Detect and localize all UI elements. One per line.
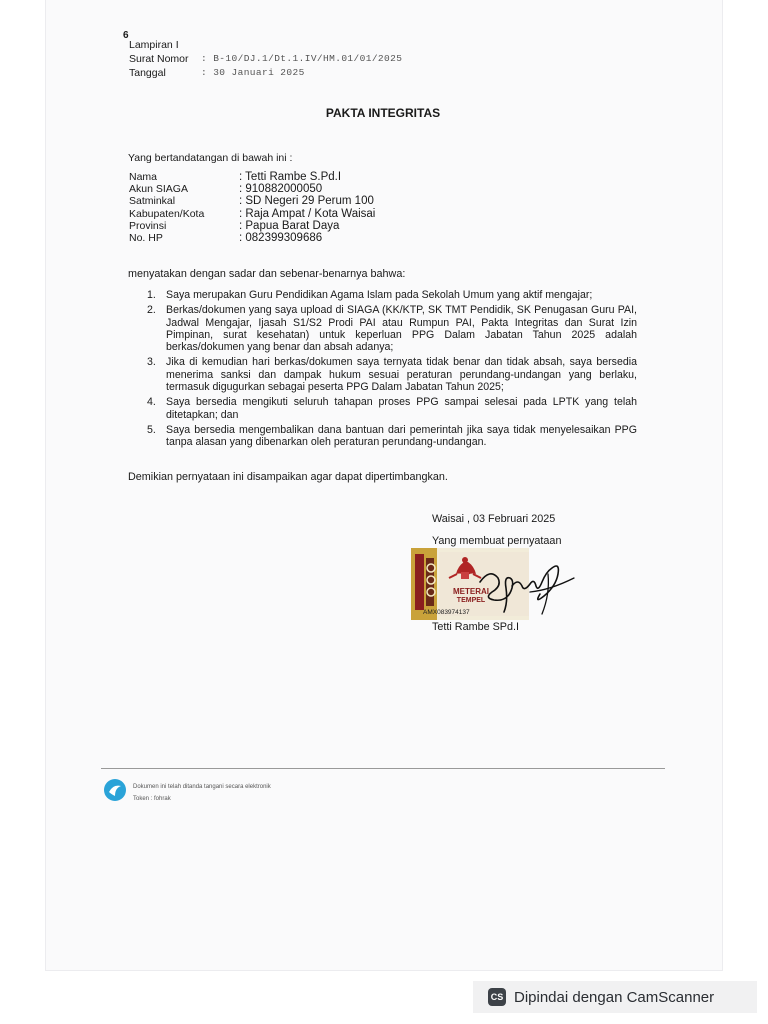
field-row: [129, 195, 375, 207]
letter-number-label: Surat Nomor: [129, 53, 189, 65]
signatory-name: Tetti Rambe SPd.I: [432, 621, 520, 633]
e-signature-logo-icon: [103, 778, 127, 802]
footer-note-text: Dokumen ini telah ditanda tangani secara elektronik: [133, 784, 271, 790]
field-row: [129, 171, 375, 183]
date-value: : 30 Januari 2025: [201, 67, 305, 78]
list-item-number: 3.: [147, 356, 156, 369]
list-item: [147, 289, 637, 301]
field-row: [129, 220, 375, 232]
closing-text: Demikian pernyataan ini disampaikan agar dapat dipertimbangkan.: [128, 471, 448, 483]
document-page: [46, 0, 722, 970]
stamp-text-2: TEMPEL: [456, 597, 486, 604]
statement-text: menyatakan dengan sadar dan sebenar-benarnya bahwa:: [128, 268, 406, 280]
list-item: [147, 396, 637, 421]
list-item-number: 4.: [147, 396, 156, 409]
field-value: : Raja Ampat / Kota Waisai: [239, 207, 376, 220]
field-value: : Tetti Rambe S.Pd.I: [239, 171, 342, 183]
field-label: Akun SIAGA: [129, 183, 188, 196]
field-row: [129, 232, 375, 244]
stamp-text-1: METERAI: [453, 587, 489, 596]
document-title: [0, 106, 768, 120]
field-value: : 082399309686: [239, 232, 323, 245]
list-item: [147, 304, 637, 353]
letter-number-row: [129, 52, 402, 66]
document-header: [129, 38, 402, 80]
stamp-serial: AMX083974137: [423, 609, 470, 616]
list-item-text: Saya bersedia mengembalikan dana bantuan dari pemerintah jika saya tidak menyelesaikan PPG tanpa alasan yang dibenarkan oleh peraturan perundang-undangan.: [166, 423, 637, 449]
page-number: 6: [123, 30, 129, 41]
field-value: : 910882000050: [239, 183, 323, 196]
attachment-label: Lampiran I: [129, 39, 179, 51]
signature-role: Yang membuat pernyataan: [432, 535, 562, 547]
field-label: Kabupaten/Kota: [129, 207, 205, 220]
list-item-number: 1.: [147, 289, 156, 301]
identity-fields: [129, 171, 375, 244]
field-label: Provinsi: [129, 219, 167, 232]
footer-token: Token : fohrak: [133, 796, 171, 802]
list-item-text: Jika di kemudian hari berkas/dokumen saya ternyata tidak benar dan tidak absah, saya bersedia menerima sanksi dan dampak hukum sesuai peraturan perundang-undangan yang berlaku, termasuk digugurkan sebagai peserta PPG Dalam Jabatan Tahun 2025;: [166, 356, 637, 394]
date-label: Tanggal: [129, 67, 166, 79]
camscanner-icon: CS: [488, 988, 506, 1006]
signature-place-date: Waisai , 03 Februari 2025: [432, 513, 556, 525]
list-item: [147, 356, 637, 393]
field-row: [129, 208, 375, 220]
list-item-number: 2.: [147, 304, 156, 317]
camscanner-badge: [473, 981, 757, 1013]
footer-note: [133, 781, 271, 805]
field-label: No. HP: [129, 232, 163, 245]
letter-number-value: : B-10/DJ.1/Dt.1.IV/HM.01/01/2025: [201, 53, 403, 64]
field-value: : Papua Barat Daya: [239, 219, 340, 232]
field-row: [129, 183, 375, 195]
list-item: [147, 424, 637, 449]
list-item-text: Saya merupakan Guru Pendidikan Agama Islam pada Sekolah Umum yang aktif mengajar;: [166, 289, 593, 301]
camscanner-label: Dipindai dengan CamScanner: [514, 988, 715, 1006]
field-label: Nama: [129, 171, 158, 183]
document-title-text: PAKTA INTEGRITAS: [325, 106, 441, 120]
list-item-text: Saya bersedia mengikuti seluruh tahapan proses PPG sampai selesai pada LPTK yang telah ditetapkan; dan: [166, 396, 637, 421]
statement-list: [147, 289, 637, 452]
field-value: : SD Negeri 29 Perum 100: [239, 195, 374, 208]
list-item-number: 5.: [147, 423, 156, 436]
date-row: [129, 66, 402, 80]
field-label: Satminkal: [129, 195, 176, 208]
handwritten-signature: [470, 552, 580, 622]
intro-text: Yang bertandatangan di bawah ini :: [128, 152, 293, 164]
list-item-text: Berkas/dokumen yang saya upload di SIAGA (KK/KTP, SK TMT Pendidik, SK Penugasan Guru PAI, Jadwal Mengajar, Ijasah S1/S2 Prodi PAI atau Rumpun PAI, Pakta Integritas dan Surat Izin Pimpinan, surat kesehatan) untuk keperluan PPG Dalam Jabatan Tahun 2025 adalah berkas/dokumen yang benar dan absah adanya;: [166, 304, 637, 354]
footer-divider: [101, 768, 665, 769]
